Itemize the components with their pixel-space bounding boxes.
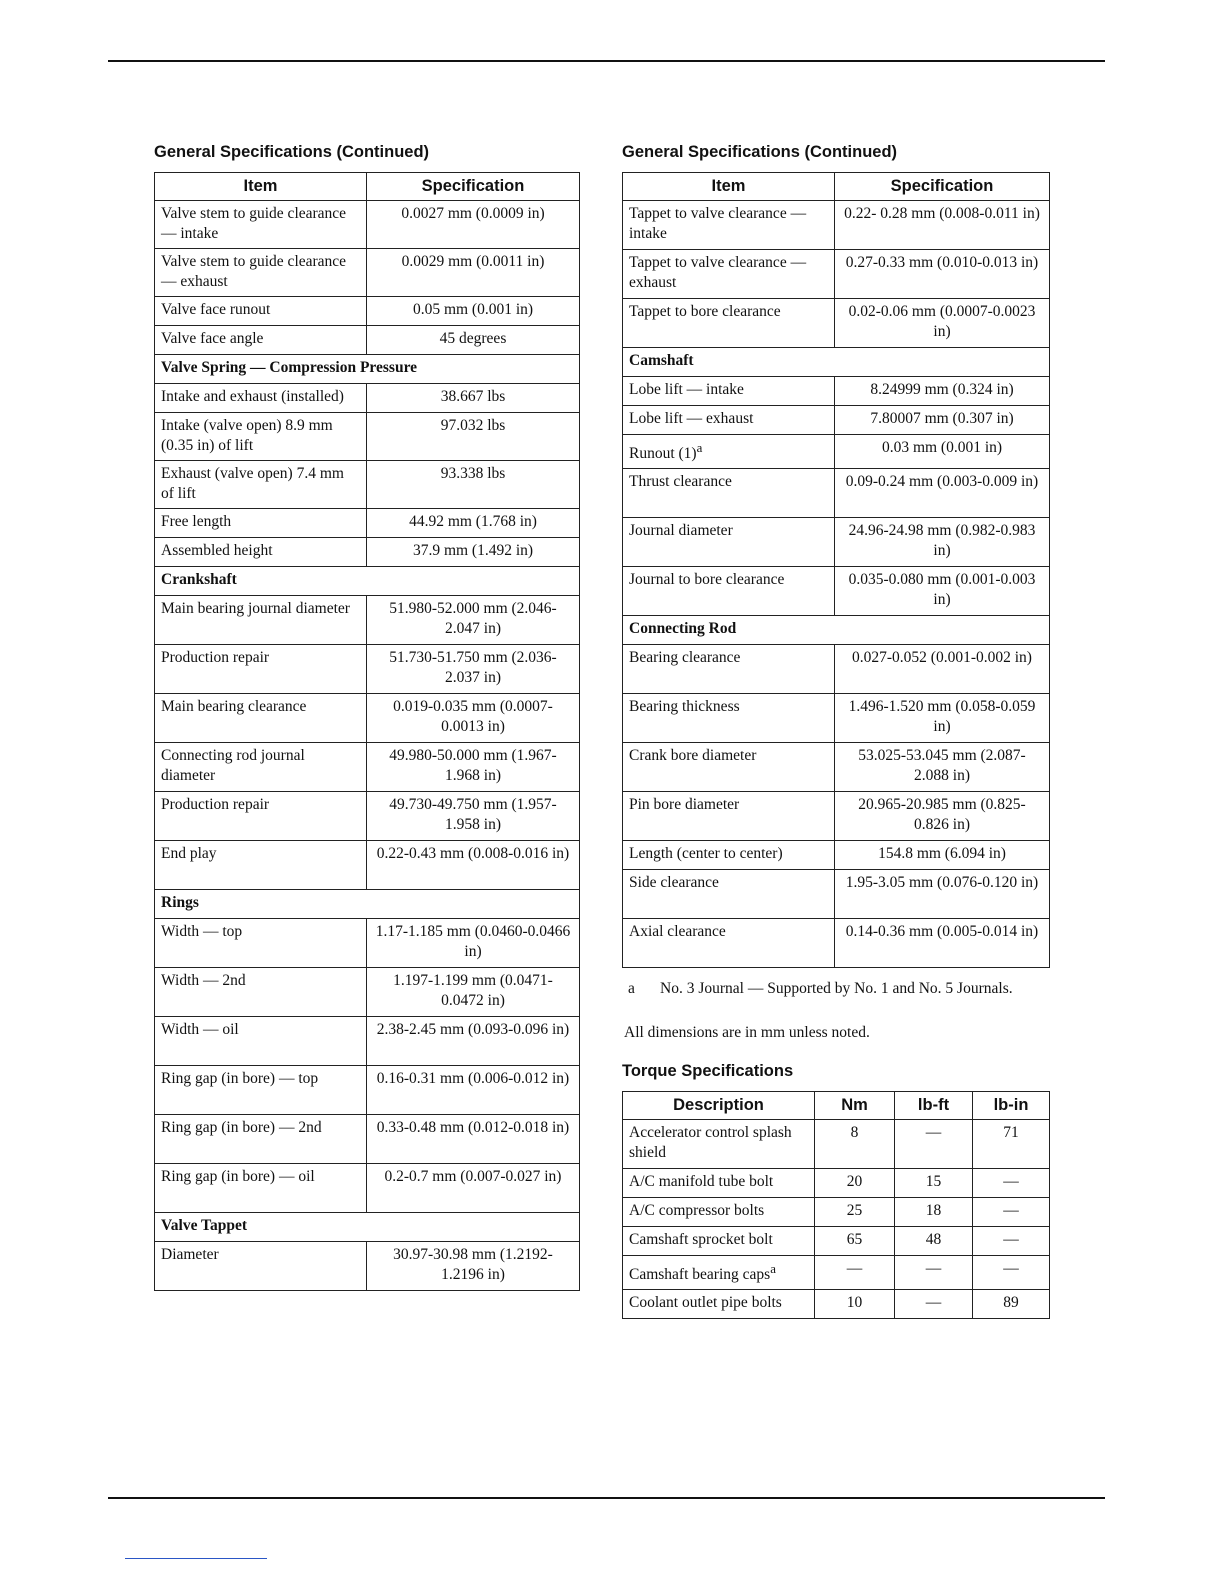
table-row — [623, 792, 1050, 841]
table-row — [623, 518, 1050, 567]
nm-cell: 10 — [815, 1290, 895, 1319]
description-cell — [623, 1198, 815, 1227]
spec-cell: 8.24999 mm (0.324 in) — [835, 377, 1050, 406]
table-row — [155, 1017, 580, 1066]
spec-cell: 93.338 lbs — [367, 461, 580, 509]
table-row — [155, 509, 580, 538]
section-row — [155, 567, 580, 596]
item-cell — [155, 968, 367, 1017]
spec-cell: 45 degrees — [367, 326, 580, 355]
item-text: Ring gap (in bore) — oil — [161, 1168, 315, 1185]
item-text: Main bearing clearance — [161, 698, 307, 715]
item-cell — [155, 1164, 367, 1213]
table-row — [155, 1066, 580, 1115]
table-row — [623, 870, 1050, 919]
table-row — [155, 596, 580, 645]
item-text: Ring gap (in bore) — 2nd — [161, 1119, 322, 1136]
item-text: Width — 2nd — [161, 972, 246, 989]
item-cell — [623, 250, 835, 299]
item-cell — [623, 841, 835, 870]
section-title: Connecting Rod — [623, 616, 1050, 645]
lbft-cell: — — [895, 1120, 973, 1169]
item-cell — [155, 201, 367, 249]
item-text: Runout (1) — [629, 445, 697, 463]
lbft-cell: — — [895, 1256, 973, 1290]
item-cell — [155, 596, 367, 645]
table-row — [623, 1227, 1050, 1256]
table-row — [623, 299, 1050, 348]
description-text: Coolant outlet pipe bolts — [629, 1294, 782, 1312]
table-row — [155, 201, 580, 249]
header-item: Item — [623, 173, 835, 201]
spec-cell: 38.667 lbs — [367, 384, 580, 413]
spec-cell: 97.032 lbs — [367, 413, 580, 461]
item-cell — [155, 1066, 367, 1115]
footnote — [622, 979, 1050, 999]
item-cell — [623, 870, 835, 919]
table-row — [155, 538, 580, 567]
item-text: Length (center to center) — [629, 845, 783, 863]
item-cell — [155, 461, 367, 509]
lbin-cell: — — [973, 1227, 1050, 1256]
item-text: Bearing clearance — [629, 649, 741, 667]
lbin-cell: — — [973, 1256, 1050, 1290]
spec-cell: 1.95-3.05 mm (0.076-0.120 in) — [835, 870, 1050, 919]
table-row — [623, 377, 1050, 406]
spec-cell: 30.97-30.98 mm (1.2192-1.2196 in) — [367, 1242, 580, 1291]
section-row — [623, 348, 1050, 377]
item-text: Production repair — [161, 649, 270, 666]
table-row — [623, 743, 1050, 792]
spec-cell: 1.17-1.185 mm (0.0460-0.0466 in) — [367, 919, 580, 968]
table-row — [155, 694, 580, 743]
header-lbin: lb-in — [973, 1092, 1050, 1120]
item-cell — [623, 567, 835, 616]
spec-cell: 0.22- 0.28 mm (0.008-0.011 in) — [835, 201, 1050, 250]
header-specification: Specification — [835, 173, 1050, 201]
item-cell — [155, 645, 367, 694]
table-row — [623, 1256, 1050, 1290]
table-row — [623, 1169, 1050, 1198]
item-text: Width — oil — [161, 1021, 239, 1038]
spec-cell: 0.019-0.035 mm (0.0007-0.0013 in) — [367, 694, 580, 743]
section-title: Valve Spring — Compression Pressure — [155, 355, 580, 384]
spec-cell: 0.2-0.7 mm (0.007-0.027 in) — [367, 1164, 580, 1213]
item-cell — [623, 743, 835, 792]
footnote-text: No. 3 Journal — Supported by No. 1 and No. 5 Journals. — [660, 980, 1013, 998]
spec-cell: 51.730-51.750 mm (2.036-2.037 in) — [367, 645, 580, 694]
table-row — [623, 694, 1050, 743]
table-row — [155, 645, 580, 694]
lbft-cell: 48 — [895, 1227, 973, 1256]
table-row — [155, 249, 580, 297]
item-text: Bearing thickness — [629, 698, 740, 716]
table-row — [155, 1242, 580, 1291]
section-title: Crankshaft — [155, 567, 580, 596]
lbft-cell: 18 — [895, 1198, 973, 1227]
spec-cell: 1.496-1.520 mm (0.058-0.059 in) — [835, 694, 1050, 743]
top-rule — [108, 60, 1105, 62]
item-cell — [155, 538, 367, 567]
table-row — [155, 297, 580, 326]
lbft-cell: — — [895, 1290, 973, 1319]
header-nm: Nm — [815, 1092, 895, 1120]
right-column — [622, 142, 1050, 1319]
item-cell — [155, 326, 367, 355]
header-specification: Specification — [367, 173, 580, 201]
header-item: Item — [155, 173, 367, 201]
item-text: Production repair — [161, 796, 270, 813]
item-cell — [155, 384, 367, 413]
item-text: Valve face angle — [161, 330, 264, 347]
item-cell — [623, 201, 835, 250]
footnote-ref: a — [696, 440, 703, 455]
description-text: Accelerator control splash shield — [629, 1124, 792, 1162]
item-text: Lobe lift — exhaust — [629, 410, 754, 427]
item-text: Diameter — [161, 1246, 219, 1263]
item-cell — [155, 1242, 367, 1291]
table-row — [155, 384, 580, 413]
table-row — [623, 645, 1050, 694]
right-table-title: General Specifications (Continued) — [622, 143, 898, 161]
spec-cell: 0.16-0.31 mm (0.006-0.012 in) — [367, 1066, 580, 1115]
table-row — [623, 250, 1050, 299]
item-text: Valve face runout — [161, 301, 271, 318]
spec-cell: 20.965-20.985 mm (0.825-0.826 in) — [835, 792, 1050, 841]
table-row — [623, 841, 1050, 870]
spec-cell: 24.96-24.98 mm (0.982-0.983 in) — [835, 518, 1050, 567]
item-text: End play — [161, 845, 217, 862]
nm-cell: 20 — [815, 1169, 895, 1198]
item-cell — [155, 249, 367, 297]
item-cell — [155, 919, 367, 968]
item-text: Axial clearance — [629, 923, 726, 941]
item-text: Intake and exhaust (installed) — [161, 388, 344, 405]
item-cell — [623, 792, 835, 841]
table-row — [623, 435, 1050, 469]
footnote-mark: a — [628, 980, 635, 998]
item-cell — [623, 694, 835, 743]
description-text: A/C manifold tube bolt — [629, 1173, 774, 1191]
item-text: Ring gap (in bore) — top — [161, 1070, 319, 1087]
item-text: Journal diameter — [629, 522, 733, 540]
item-cell — [623, 299, 835, 348]
section-row — [155, 1213, 580, 1242]
lbin-cell: — — [973, 1169, 1050, 1198]
spec-cell: 0.0027 mm (0.0009 in) — [367, 201, 580, 249]
table-header-row — [623, 1092, 1050, 1120]
table-row — [623, 201, 1050, 250]
spec-cell: 0.0029 mm (0.0011 in) — [367, 249, 580, 297]
spec-cell: 53.025-53.045 mm (2.087-2.088 in) — [835, 743, 1050, 792]
footnote-ref: a — [770, 1261, 776, 1277]
description-text: Camshaft sprocket bolt — [629, 1231, 773, 1249]
section-title: Rings — [155, 890, 580, 919]
footer-link-underline — [125, 1558, 267, 1559]
description-text: A/C compressor bolts — [629, 1202, 765, 1220]
table-row — [155, 326, 580, 355]
table-row — [155, 743, 580, 792]
table-row — [623, 1120, 1050, 1169]
table-header-row — [623, 173, 1050, 201]
spec-cell: 49.730-49.750 mm (1.957-1.958 in) — [367, 792, 580, 841]
item-cell — [155, 1115, 367, 1164]
bottom-rule — [108, 1497, 1105, 1499]
nm-cell: 25 — [815, 1198, 895, 1227]
description-cell — [623, 1256, 815, 1290]
table-header-row — [155, 173, 580, 201]
spec-cell: 2.38-2.45 mm (0.093-0.096 in) — [367, 1017, 580, 1066]
item-cell — [623, 406, 835, 435]
item-text: Valve stem to guide clearance — intake — [161, 205, 347, 242]
spec-cell: 0.27-0.33 mm (0.010-0.013 in) — [835, 250, 1050, 299]
section-row — [155, 890, 580, 919]
item-text: Crank bore diameter — [629, 747, 757, 765]
spec-cell: 0.02-0.06 mm (0.0007-0.0023 in) — [835, 299, 1050, 348]
description-cell — [623, 1227, 815, 1256]
item-text: Journal to bore clearance — [629, 571, 785, 589]
item-text: Exhaust (valve open) 7.4 mm of lift — [161, 465, 344, 502]
right-spec-table — [622, 172, 1050, 968]
torque-table — [622, 1091, 1050, 1319]
item-cell — [623, 919, 835, 968]
header-lbft: lb-ft — [895, 1092, 973, 1120]
item-cell — [155, 509, 367, 538]
right-table-body — [623, 201, 1050, 968]
item-cell — [623, 435, 835, 469]
item-text: Lobe lift — intake — [629, 381, 744, 398]
table-row — [155, 919, 580, 968]
table-row — [623, 1290, 1050, 1319]
item-cell — [155, 743, 367, 792]
nm-cell: 65 — [815, 1227, 895, 1256]
item-text: Tappet to valve clearance — exhaust — [629, 254, 807, 291]
spec-cell: 0.05 mm (0.001 in) — [367, 297, 580, 326]
lbin-cell: 71 — [973, 1120, 1050, 1169]
spec-cell: 0.03 mm (0.001 in) — [835, 435, 1050, 469]
item-text: Side clearance — [629, 874, 719, 892]
section-title: Camshaft — [623, 348, 1050, 377]
item-text: Tappet to valve clearance — intake — [629, 205, 807, 242]
item-cell — [623, 469, 835, 518]
item-cell — [623, 518, 835, 567]
lbft-cell: 15 — [895, 1169, 973, 1198]
spec-cell: 0.22-0.43 mm (0.008-0.016 in) — [367, 841, 580, 890]
table-row — [155, 792, 580, 841]
spec-cell: 44.92 mm (1.768 in) — [367, 509, 580, 538]
spec-cell: 51.980-52.000 mm (2.046-2.047 in) — [367, 596, 580, 645]
torque-table-title: Torque Specifications — [622, 1062, 794, 1081]
section-row — [623, 616, 1050, 645]
table-row — [623, 1198, 1050, 1227]
spec-cell: 1.197-1.199 mm (0.0471-0.0472 in) — [367, 968, 580, 1017]
lbin-cell: — — [973, 1198, 1050, 1227]
item-text: Connecting rod journal diameter — [161, 747, 305, 784]
item-text: Width — top — [161, 923, 243, 940]
table-row — [623, 567, 1050, 616]
left-column — [154, 142, 580, 1291]
item-cell — [155, 792, 367, 841]
item-cell — [623, 645, 835, 694]
section-row — [155, 355, 580, 384]
item-text: Intake (valve open) 8.9 mm (0.35 in) of lift — [161, 417, 333, 454]
table-row — [155, 413, 580, 461]
item-cell — [623, 377, 835, 406]
item-text: Main bearing journal diameter — [161, 600, 350, 617]
table-row — [155, 841, 580, 890]
item-cell — [155, 694, 367, 743]
description-cell — [623, 1290, 815, 1319]
item-cell — [155, 413, 367, 461]
item-text: Assembled height — [161, 542, 273, 559]
table-row — [155, 968, 580, 1017]
spec-cell: 0.027-0.052 (0.001-0.002 in) — [835, 645, 1050, 694]
spec-cell: 37.9 mm (1.492 in) — [367, 538, 580, 567]
table-row — [155, 1164, 580, 1213]
spec-cell: 0.14-0.36 mm (0.005-0.014 in) — [835, 919, 1050, 968]
nm-cell: 8 — [815, 1120, 895, 1169]
nm-cell: — — [815, 1256, 895, 1290]
item-text: Free length — [161, 513, 232, 530]
spec-cell: 0.33-0.48 mm (0.012-0.018 in) — [367, 1115, 580, 1164]
spec-cell: 0.09-0.24 mm (0.003-0.009 in) — [835, 469, 1050, 518]
table-row — [623, 919, 1050, 968]
spec-cell: 49.980-50.000 mm (1.967-1.968 in) — [367, 743, 580, 792]
spec-cell: 7.80007 mm (0.307 in) — [835, 406, 1050, 435]
description-cell — [623, 1169, 815, 1198]
item-cell — [155, 841, 367, 890]
left-table-title: General Specifications (Continued) — [154, 143, 430, 161]
spec-cell: 154.8 mm (6.094 in) — [835, 841, 1050, 870]
item-text: Valve stem to guide clearance — exhaust — [161, 253, 347, 290]
item-text: Pin bore diameter — [629, 796, 740, 814]
item-text: Tappet to bore clearance — [629, 303, 781, 320]
item-cell — [155, 297, 367, 326]
header-description: Description — [623, 1092, 815, 1120]
item-cell — [155, 1017, 367, 1066]
lbin-cell: 89 — [973, 1290, 1050, 1319]
table-row — [623, 469, 1050, 518]
torque-table-body — [623, 1120, 1050, 1319]
table-row — [155, 461, 580, 509]
table-row — [155, 1115, 580, 1164]
description-cell — [623, 1120, 815, 1169]
item-text: Thrust clearance — [629, 473, 732, 491]
table-row — [623, 406, 1050, 435]
description-text: Camshaft bearing caps — [629, 1266, 771, 1284]
section-title: Valve Tappet — [155, 1213, 580, 1242]
spec-cell: 0.035-0.080 mm (0.001-0.003 in) — [835, 567, 1050, 616]
left-spec-table — [154, 172, 580, 1291]
units-note: All dimensions are in mm unless noted. — [624, 1024, 870, 1042]
left-table-body — [155, 201, 580, 1291]
